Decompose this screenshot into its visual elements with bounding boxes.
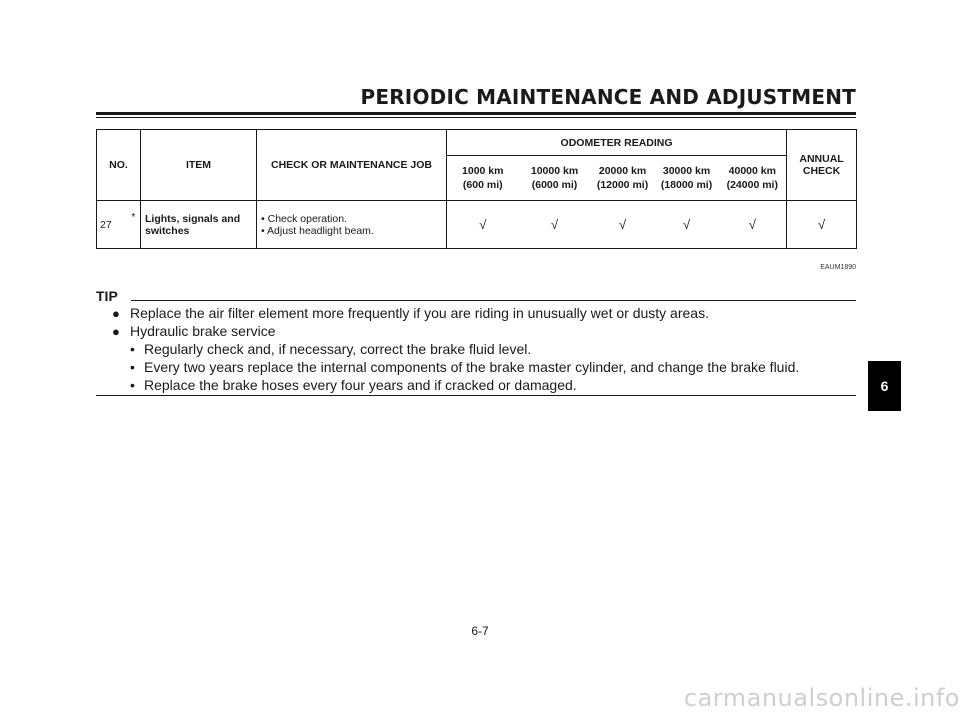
bullet-icon: • <box>130 377 135 393</box>
page-title: PERIODIC MAINTENANCE AND ADJUSTMENT <box>360 85 856 109</box>
check-mark: √ <box>787 201 857 249</box>
check-mark: √ <box>655 201 719 249</box>
check-mark: √ <box>591 201 655 249</box>
interval-header: 10000 km (6000 mi) <box>519 156 591 201</box>
interval-header: 40000 km (24000 mi) <box>719 156 787 201</box>
tip-item: ● Hydraulic brake service <box>112 323 276 339</box>
interval-header: 1000 km (600 mi) <box>447 156 519 201</box>
document-code: EAUM1890 <box>820 264 856 271</box>
header-item: ITEM <box>141 130 257 201</box>
row-job: • Check operation. • Adjust headlight beam. <box>257 201 447 249</box>
header-job: CHECK OR MAINTENANCE JOB <box>257 130 447 201</box>
tip-rule-bottom <box>96 395 856 396</box>
header-odometer: ODOMETER READING <box>447 130 787 156</box>
row-item: Lights, signals and switches <box>141 201 257 249</box>
tip-sub-item: • Regularly check and, if necessary, correct the brake fluid level. <box>130 341 532 357</box>
header-no: NO. <box>97 130 141 201</box>
bullet-icon: • <box>130 341 135 357</box>
bullet-icon: ● <box>112 324 120 339</box>
check-mark: √ <box>447 201 519 249</box>
interval-header: 20000 km (12000 mi) <box>591 156 655 201</box>
row-number: 27 <box>97 201 127 249</box>
maintenance-table <box>96 129 857 249</box>
bullet-icon: • <box>130 359 135 375</box>
tip-rule <box>131 300 856 301</box>
title-rule <box>96 112 856 115</box>
tip-item: ● Replace the air filter element more frequently if you are riding in unusually wet or dusty areas. <box>112 305 709 321</box>
row-marker: * <box>127 201 141 249</box>
tip-sub-item: • Replace the brake hoses every four years and if cracked or damaged. <box>130 377 577 393</box>
watermark: carmanualsonline.info <box>683 684 960 712</box>
header-annual: ANNUAL CHECK <box>787 130 857 201</box>
tip-sub-item: • Every two years replace the internal components of the brake master cylinder, and change the brake fluid. <box>130 359 800 375</box>
chapter-tab[interactable]: 6 <box>868 361 901 411</box>
interval-header: 30000 km (18000 mi) <box>655 156 719 201</box>
check-mark: √ <box>719 201 787 249</box>
check-mark: √ <box>519 201 591 249</box>
bullet-icon: ● <box>112 306 120 321</box>
table-row <box>97 201 857 249</box>
tip-label: TIP <box>96 288 118 304</box>
page-number: 6-7 <box>471 624 489 638</box>
title-rule-thin <box>96 117 856 118</box>
